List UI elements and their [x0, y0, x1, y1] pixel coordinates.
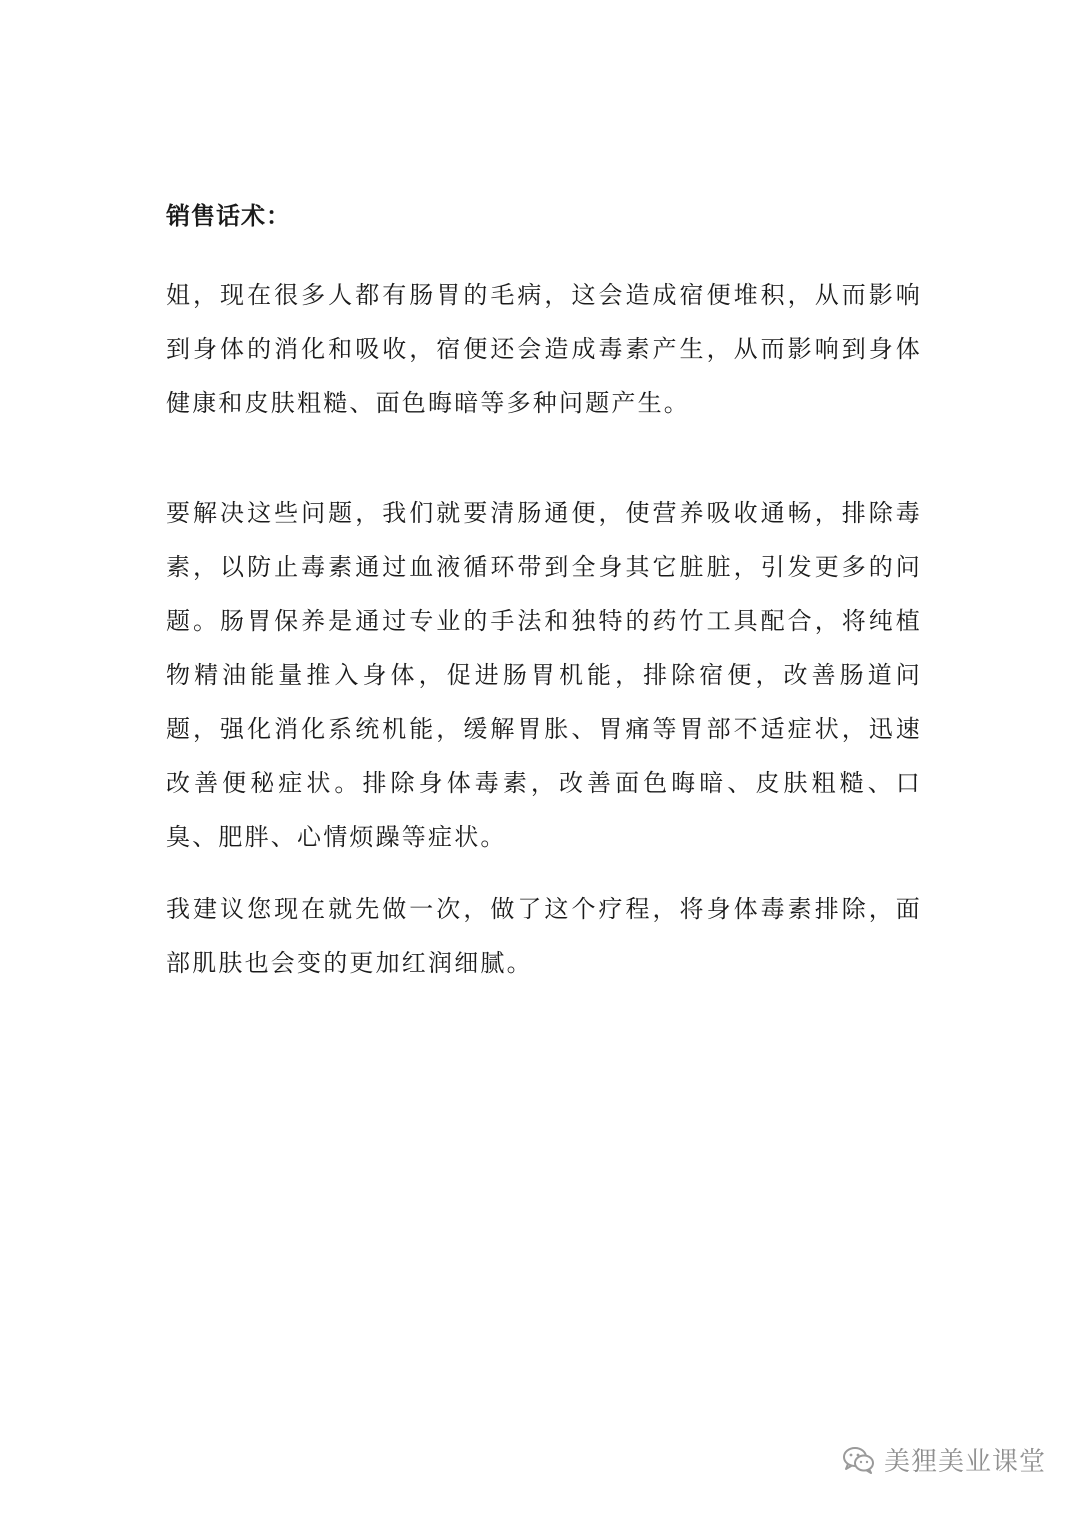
section-heading: 销售话术：	[166, 202, 291, 230]
watermark	[842, 1441, 1046, 1478]
document-body	[166, 196, 922, 990]
wechat-icon	[842, 1446, 876, 1474]
paragraph-1: 姐，现在很多人都有肠胃的毛病，这会造成宿便堆积，从而影响到身体的消化和吸收，宿便还会造成毒素产生，从而影响到身体健康和皮肤粗糙、面色晦暗等多种问题产生。	[166, 281, 922, 417]
paragraph-2: 要解决这些问题，我们就要清肠通便，使营养吸收通畅，排除毒素，以防止毒素通过血液循环带到全身其它脏脏，引发更多的问题。肠胃保养是通过专业的手法和独特的药竹工具配合，将纯植物精油能量推入身体，促进肠胃机能，排除宿便，改善肠道问题，强化消化系统机能，缓解胃胀、胃痛等胃部不适症状，迅速改善便秘症状。排除身体毒素，改善面色晦暗、皮肤粗糙、口臭、肥胖、心情烦躁等症状。	[166, 499, 922, 851]
watermark-text: 美狸美业课堂	[883, 1447, 1046, 1477]
paragraph-3: 我建议您现在就先做一次，做了这个疗程，将身体毒素排除，面部肌肤也会变的更加红润细腻。	[166, 895, 922, 977]
